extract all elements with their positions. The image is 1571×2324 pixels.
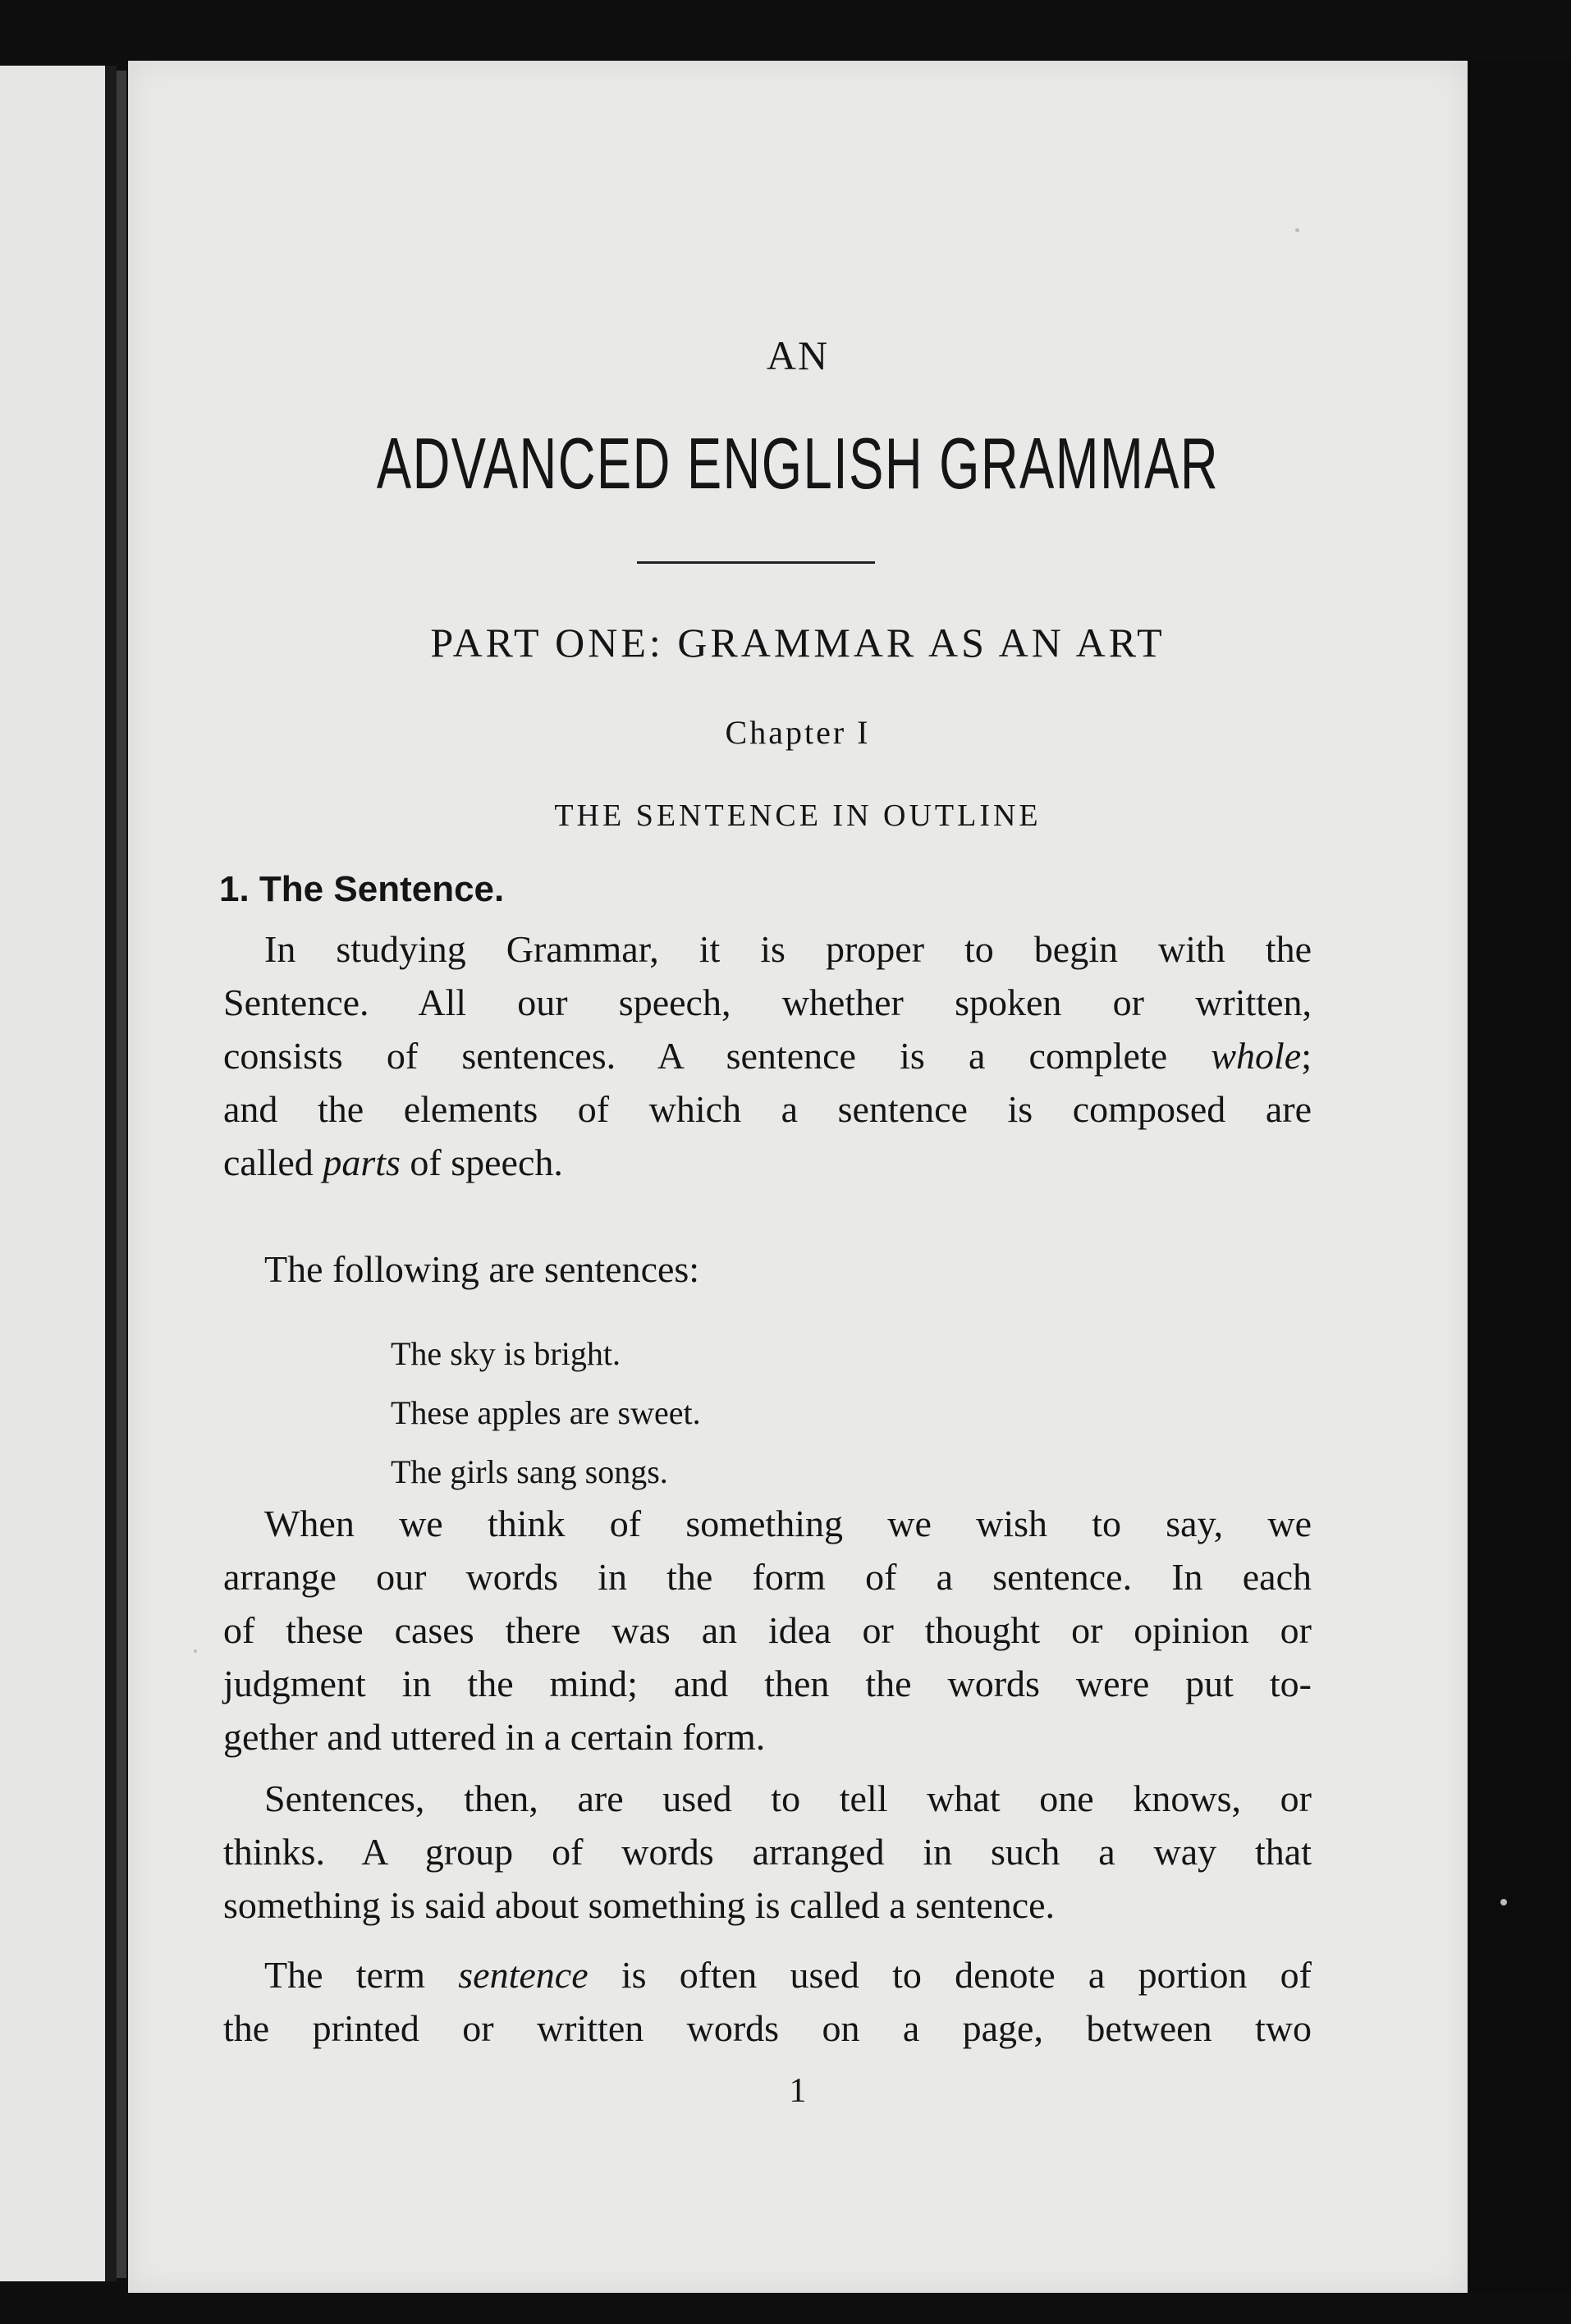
page-number: 1 — [789, 2072, 807, 2110]
text-run: ; — [1301, 1035, 1312, 1077]
paragraph-3 — [223, 1497, 1312, 1764]
example-sentence: These apples are sweet. — [391, 1394, 701, 1431]
paragraph-line — [223, 1029, 1312, 1082]
emphasis-text: sentence — [458, 1954, 589, 1996]
text-run: is often used to denote a portion of — [588, 1954, 1312, 1996]
title-rule — [637, 561, 875, 564]
paragraph-line: thinks. A group of words arranged in such a way that — [223, 1831, 1312, 1873]
paragraph-line: and the elements of which a sentence is composed are — [223, 1088, 1312, 1130]
chapter-title: THE SENTENCE IN OUTLINE — [554, 798, 1042, 833]
paragraph-line: gether and uttered in a certain form. — [223, 1716, 766, 1758]
paragraph-1 — [223, 922, 1312, 1189]
facing-page-edge — [0, 66, 105, 2281]
text-run: consists of sentences. A sentence is a complete — [223, 1035, 1211, 1077]
scan-speck — [1500, 1899, 1507, 1905]
part-heading: PART ONE: GRAMMAR AS AN ART — [430, 620, 1166, 666]
chapter-heading: Chapter I — [725, 714, 871, 751]
paragraph-line: Sentences, then, are used to tell what one knows, or — [264, 1777, 1312, 1819]
paragraph-line: of these cases there was an idea or thought or opinion or — [223, 1609, 1312, 1651]
paragraph-line: Sentence. All our speech, whether spoken or written, — [223, 981, 1312, 1023]
paragraph-line — [223, 1136, 1312, 1189]
example-sentences — [391, 1324, 701, 1502]
right-border — [1468, 61, 1571, 2293]
paragraph-line: judgment in the mind; and then the words were put to- — [223, 1663, 1312, 1704]
text-run: The term — [264, 1954, 459, 1996]
binding-shadow — [105, 66, 117, 2281]
emphasis-text: parts — [323, 1141, 401, 1183]
text-run: called — [223, 1141, 323, 1183]
paragraph-line: arrange our words in the form of a sentence. In each — [223, 1556, 1312, 1598]
paragraph-line: something is said about something is called a sentence. — [223, 1884, 1056, 1926]
emphasis-text: whole — [1211, 1035, 1302, 1077]
section-heading: 1. The Sentence. — [219, 869, 505, 909]
text-run: of speech. — [400, 1141, 563, 1183]
paragraph-4 — [223, 1772, 1312, 1932]
paragraph-line: In studying Grammar, it is proper to begin with the — [264, 928, 1312, 970]
paragraph-line: When we think of something we wish to say, we — [264, 1503, 1312, 1544]
example-sentence: The sky is bright. — [391, 1335, 621, 1372]
paragraph-line — [223, 1948, 1312, 2001]
page-content — [128, 61, 1468, 2293]
paragraph-2: The following are sentences: — [264, 1248, 700, 1290]
paragraph-line: the printed or written words on a page, between two — [223, 2007, 1312, 2049]
example-sentence: The girls sang songs. — [391, 1453, 668, 1490]
binding-gutter — [117, 71, 126, 2278]
book-title: ADVANCED ENGLISH GRAMMAR — [376, 423, 1220, 504]
title-prefix: AN — [766, 332, 830, 378]
paragraph-5 — [223, 1948, 1312, 2055]
